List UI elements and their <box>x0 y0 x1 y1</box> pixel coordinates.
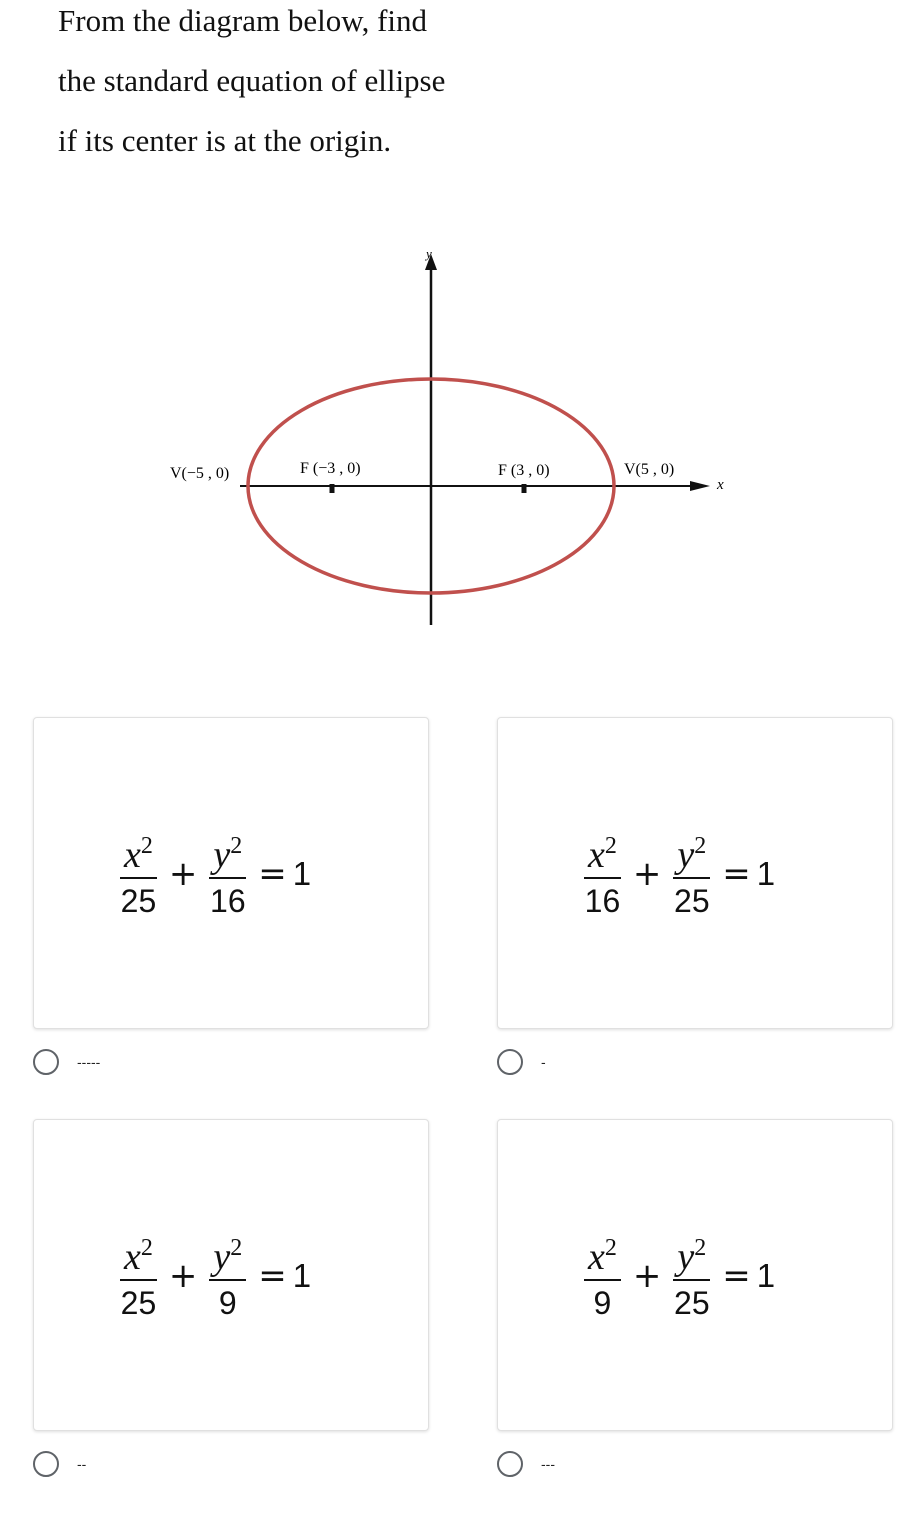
y-fraction: $\frac{y^2}{9}$ <box>209 1228 246 1323</box>
right-hand-side: 1 <box>292 854 312 892</box>
focus-left-marker <box>330 484 335 493</box>
option-label: ----- <box>77 1054 101 1070</box>
x-denominator: 25 <box>120 1285 157 1321</box>
x-denominator: 25 <box>120 883 157 919</box>
equation: $\frac{x^2}{9}$ + $\frac{y^2}{25}$ = 1 <box>578 1228 775 1323</box>
y-fraction: $\frac{y^2}{25}$ <box>674 1235 710 1321</box>
y-denominator: 25 <box>674 1285 710 1321</box>
option-label: -- <box>77 1456 87 1472</box>
question-line: From the diagram below, find <box>58 3 428 38</box>
option-card-2[interactable] <box>497 717 893 1029</box>
y-denominator: 9 <box>218 1285 237 1321</box>
vertex-right-label: V(5 , 0) <box>624 461 675 478</box>
question-line: the standard equation of ellipse <box>58 63 446 98</box>
y-axis-label: y <box>426 246 432 261</box>
option-radio-row-1[interactable] <box>33 1049 100 1075</box>
option-radio-row-3[interactable] <box>33 1451 86 1477</box>
y-denominator: 25 <box>674 883 710 919</box>
question-text <box>58 3 538 186</box>
option-label: --- <box>541 1456 555 1472</box>
x-axis-label: x <box>717 477 724 493</box>
y-denominator: 16 <box>210 883 246 919</box>
radio-button[interactable] <box>497 1049 523 1075</box>
radio-button[interactable] <box>33 1451 59 1477</box>
right-hand-side: 1 <box>292 1256 312 1294</box>
option-card-1[interactable] <box>33 717 429 1029</box>
y-fraction: $\frac{y^2}{16}$ <box>210 833 246 919</box>
ellipse-diagram <box>150 240 750 640</box>
radio-button[interactable] <box>33 1049 59 1075</box>
x-fraction: $\frac{x^2}{16}$ <box>584 833 621 919</box>
y-fraction: $\frac{y^2}{25}$ <box>674 833 710 919</box>
x-fraction: $\frac{x^2}{9}$ <box>584 1228 621 1323</box>
option-label: - <box>541 1054 546 1070</box>
radio-button[interactable] <box>497 1451 523 1477</box>
equation: $\frac{x^2}{16}$ + $\frac{y^2}{25}$ = 1 <box>578 826 775 921</box>
focus-left-label: F (−3 , 0) <box>300 460 361 477</box>
x-axis-arrow <box>690 481 710 491</box>
equation: $\frac{x^2}{25}$ + $\frac{y^2}{9}$ = 1 <box>114 1228 311 1323</box>
vertex-left-label: V(−5 , 0) <box>170 465 230 482</box>
question-line: if its center is at the origin. <box>58 123 392 158</box>
right-hand-side: 1 <box>756 1256 776 1294</box>
x-denominator: 9 <box>593 1285 612 1321</box>
option-card-3[interactable] <box>33 1119 429 1431</box>
x-denominator: 16 <box>584 883 621 919</box>
right-hand-side: 1 <box>756 854 776 892</box>
focus-right-marker <box>522 484 527 493</box>
x-fraction: $\frac{x^2}{25}$ <box>120 1235 157 1321</box>
x-fraction: $\frac{x^2}{25}$ <box>120 833 157 919</box>
focus-right-label: F (3 , 0) <box>498 462 550 479</box>
option-card-4[interactable] <box>497 1119 893 1431</box>
option-radio-row-2[interactable] <box>497 1049 546 1075</box>
equation: $\frac{x^2}{25}$ + $\frac{y^2}{16}$ = 1 <box>114 826 311 921</box>
option-radio-row-4[interactable] <box>497 1451 555 1477</box>
